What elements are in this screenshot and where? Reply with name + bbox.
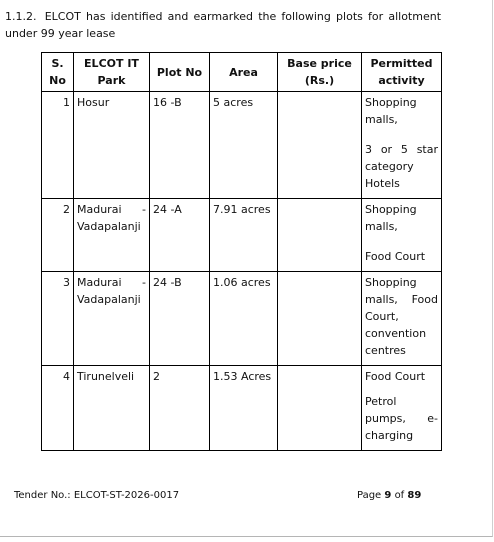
header-activity: Permitted activity bbox=[362, 53, 442, 92]
activity-line: 3 or 5 star category Hotels bbox=[365, 143, 438, 190]
cell-price bbox=[278, 366, 362, 451]
cell-plot: 2 bbox=[150, 366, 210, 451]
intro-paragraph bbox=[5, 8, 441, 42]
cell-sno: 1 bbox=[42, 92, 74, 199]
page-of: of bbox=[394, 490, 405, 501]
header-park: ELCOT IT Park bbox=[74, 53, 150, 92]
cell-activity bbox=[362, 272, 442, 366]
cell-price bbox=[278, 92, 362, 199]
cell-sno: 4 bbox=[42, 366, 74, 451]
header-price: Base price (Rs.) bbox=[278, 53, 362, 92]
table-row bbox=[42, 366, 442, 451]
header-plot: Plot No bbox=[150, 53, 210, 92]
cell-area: 7.91 acres bbox=[210, 199, 278, 272]
activity-line: Shopping malls, bbox=[365, 96, 417, 126]
footer-tender bbox=[14, 490, 179, 501]
cell-sno: 2 bbox=[42, 199, 74, 272]
page-word: Page bbox=[357, 490, 382, 501]
cell-plot: 24 -A bbox=[150, 199, 210, 272]
tender-number: ELCOT-ST-2026-0017 bbox=[73, 490, 180, 501]
section-number: 1.1.2. bbox=[5, 10, 37, 23]
header-area: Area bbox=[210, 53, 278, 92]
activity-line: Petrol pumps, e-charging bbox=[365, 395, 438, 442]
page-total: 89 bbox=[407, 490, 422, 501]
table-row bbox=[42, 92, 442, 199]
cell-park: Hosur bbox=[74, 92, 150, 199]
cell-activity bbox=[362, 199, 442, 272]
intro-text: ELCOT has identified and earmarked the following plots for allotment under 99 year lease bbox=[5, 10, 442, 40]
tender-label: Tender No.: bbox=[14, 490, 71, 501]
cell-park: Tirunelveli bbox=[74, 366, 150, 451]
header-sno: S. No bbox=[42, 53, 74, 92]
cell-park: Madurai - Vadapalanji bbox=[74, 272, 150, 366]
cell-area: 5 acres bbox=[210, 92, 278, 199]
cell-plot: 16 -B bbox=[150, 92, 210, 199]
table-row bbox=[42, 199, 442, 272]
cell-activity bbox=[362, 366, 442, 451]
cell-plot: 24 -B bbox=[150, 272, 210, 366]
cell-area: 1.06 acres bbox=[210, 272, 278, 366]
activity-line: Shopping malls, Food Court, convention centres bbox=[365, 276, 438, 357]
activity-line: Food Court bbox=[365, 250, 426, 263]
activity-line: Food Court bbox=[365, 370, 426, 383]
cell-area: 1.53 Acres bbox=[210, 366, 278, 451]
footer-page-number bbox=[357, 490, 421, 501]
table-row bbox=[42, 272, 442, 366]
plots-table bbox=[41, 52, 442, 451]
cell-price bbox=[278, 199, 362, 272]
activity-line: Shopping malls, bbox=[365, 203, 417, 233]
table-header-row bbox=[42, 53, 442, 92]
page-current: 9 bbox=[384, 490, 392, 501]
cell-sno: 3 bbox=[42, 272, 74, 366]
cell-park: Madurai - Vadapalanji bbox=[74, 199, 150, 272]
cell-activity bbox=[362, 92, 442, 199]
cell-price bbox=[278, 272, 362, 366]
